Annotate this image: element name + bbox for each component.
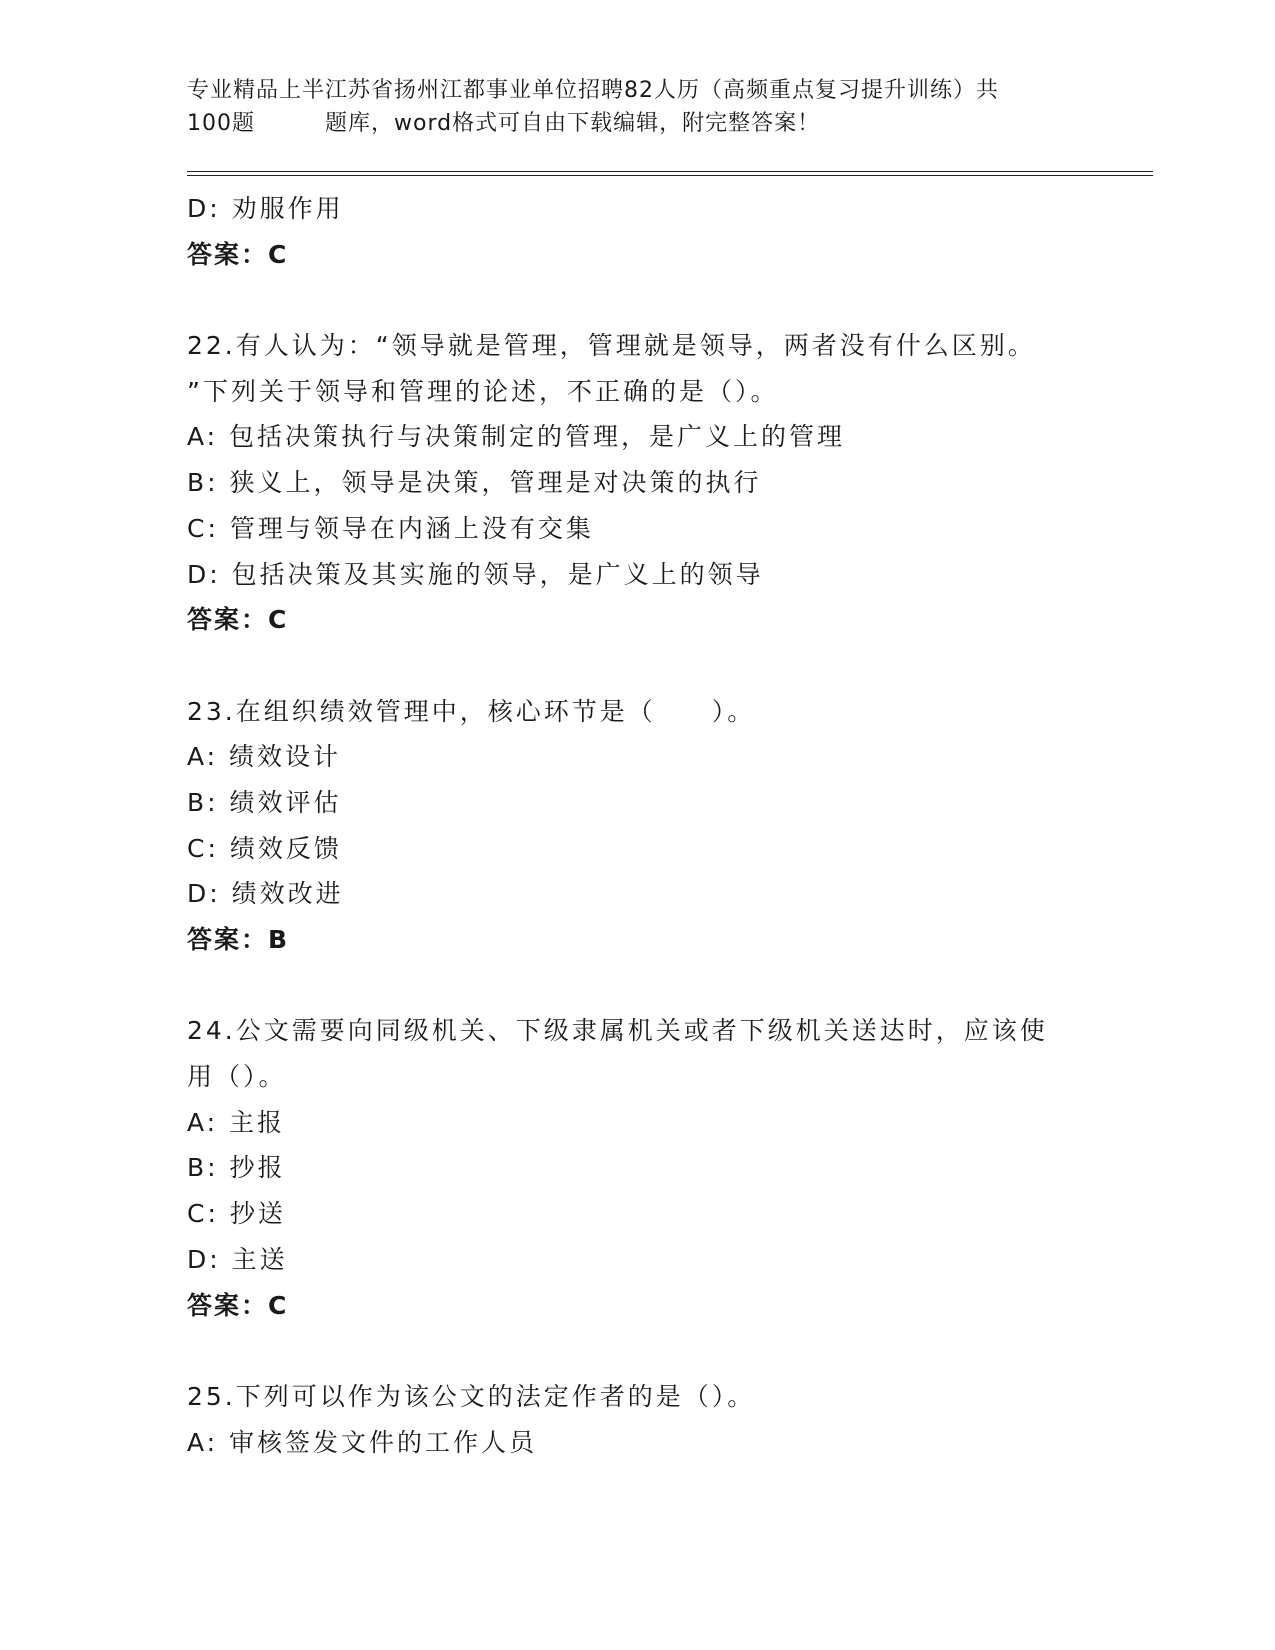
option-d: D: 绩效改进 — [187, 879, 344, 909]
question-25 — [187, 1374, 1107, 1465]
question-stem: 24.公文需要向同级机关、下级隶属机关或者下级机关送达时，应该使 — [187, 1016, 1048, 1046]
option-a: A: 绩效设计 — [187, 742, 342, 772]
answer: 答案：C — [187, 605, 289, 635]
question-22 — [187, 323, 1107, 643]
option-b: B: 绩效评估 — [187, 787, 342, 817]
question-list — [187, 186, 1107, 1465]
option-c: C: 管理与领导在内涵上没有交集 — [187, 513, 594, 543]
option-b: B: 狭义上，领导是决策，管理是对决策的执行 — [187, 468, 762, 498]
option-d: D: 劝服作用 — [187, 194, 344, 223]
option-a: A: 审核签发文件的工作人员 — [187, 1427, 538, 1457]
question-23 — [187, 689, 1107, 963]
header-desc: 题库，word格式可自由下载编辑，附完整答案！ — [325, 111, 821, 136]
question-stem: 22.有人认为：“领导就是管理，管理就是领导，两者没有什么区别。 — [187, 331, 1036, 361]
question-stem: ”下列关于领导和管理的论述，不正确的是（）。 — [187, 376, 779, 406]
page-header — [187, 74, 1087, 140]
question-stem: 23.在组织绩效管理中，核心环节是（ ）。 — [187, 696, 756, 726]
answer: 答案：C — [187, 1290, 289, 1320]
header-rule-bottom — [187, 175, 1153, 176]
question-stem: 用（）。 — [187, 1062, 287, 1092]
answer: 答案：B — [187, 925, 290, 954]
option-b: B: 抄报 — [187, 1153, 286, 1183]
option-c: C: 抄送 — [187, 1199, 286, 1229]
option-c: C: 绩效反馈 — [187, 833, 342, 863]
option-d: D: 包括决策及其实施的领导，是广义上的领导 — [187, 559, 764, 589]
question-stem: 25.下列可以作为该公文的法定作者的是（）。 — [187, 1381, 756, 1411]
question-24 — [187, 1008, 1107, 1328]
header-line-1: 专业精品上半江苏省扬州江都事业单位招聘82人历（高频重点复习提升训练）共 — [187, 78, 999, 103]
option-a: A: 主报 — [187, 1107, 286, 1137]
header-rule-top — [187, 171, 1153, 172]
answer: 答案：C — [187, 239, 289, 269]
header-count: 100题 — [187, 111, 255, 136]
option-d: D: 主送 — [187, 1244, 288, 1274]
header-line-2 — [187, 107, 1087, 140]
option-a: A: 包括决策执行与决策制定的管理，是广义上的管理 — [187, 422, 846, 452]
